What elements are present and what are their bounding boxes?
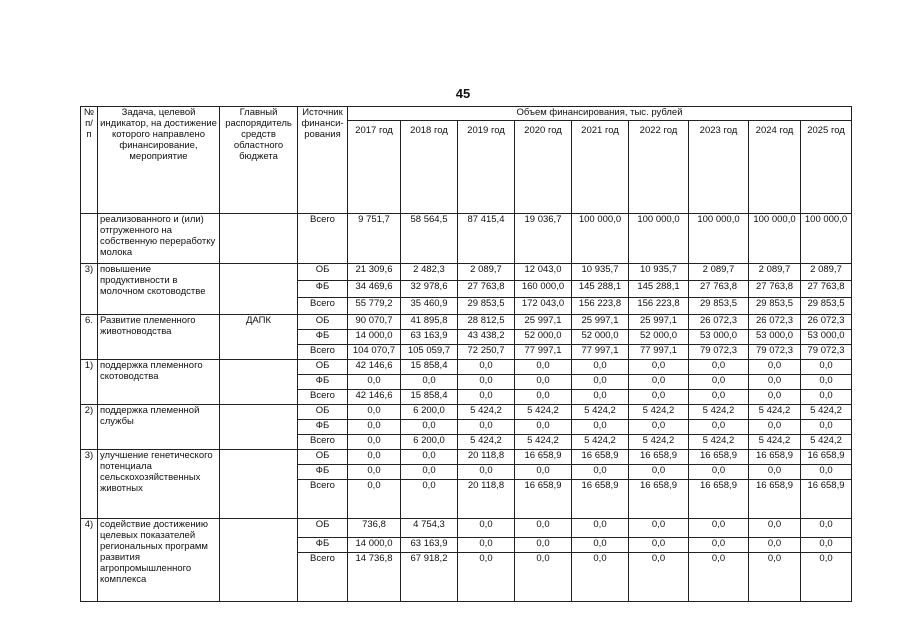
amount-cell: 0,0 xyxy=(689,375,749,390)
amount-cell: 53 000,0 xyxy=(801,330,852,345)
amount-cell: 16 658,9 xyxy=(572,450,629,465)
amount-cell: 0,0 xyxy=(515,375,572,390)
amount-cell: 0,0 xyxy=(749,390,801,405)
amount-cell: 6 200,0 xyxy=(401,435,458,450)
amount-cell: 104 070,7 xyxy=(348,345,401,360)
amount-cell: 100 000,0 xyxy=(689,214,749,264)
amount-cell: 90 070,7 xyxy=(348,315,401,330)
row-number: 6. xyxy=(81,315,98,360)
funding-source: Всего xyxy=(298,435,348,450)
year-header: 2020 год xyxy=(515,121,572,214)
amount-cell: 12 043,0 xyxy=(515,264,572,281)
amount-cell: 0,0 xyxy=(458,375,515,390)
amount-cell: 67 918,2 xyxy=(401,553,458,602)
budget-owner: ДАПК xyxy=(220,315,298,360)
amount-cell: 79 072,3 xyxy=(749,345,801,360)
amount-cell: 52 000,0 xyxy=(629,330,689,345)
table-row xyxy=(81,519,852,538)
amount-cell: 0,0 xyxy=(401,375,458,390)
amount-cell: 29 853,5 xyxy=(689,298,749,315)
amount-cell: 5 424,2 xyxy=(689,405,749,420)
amount-cell: 0,0 xyxy=(348,480,401,519)
amount-cell: 0,0 xyxy=(348,465,401,480)
funding-source: ОБ xyxy=(298,264,348,281)
funding-source: ОБ xyxy=(298,360,348,375)
amount-cell: 16 658,9 xyxy=(572,480,629,519)
amount-cell: 52 000,0 xyxy=(515,330,572,345)
amount-cell: 0,0 xyxy=(801,538,852,553)
amount-cell: 0,0 xyxy=(572,390,629,405)
year-header: 2025 год xyxy=(801,121,852,214)
col-header-number: № п/п xyxy=(81,107,98,214)
amount-cell: 79 072,3 xyxy=(689,345,749,360)
budget-owner xyxy=(220,519,298,602)
amount-cell: 58 564,5 xyxy=(401,214,458,264)
amount-cell: 0,0 xyxy=(749,375,801,390)
table-row xyxy=(81,360,852,375)
amount-cell: 43 438,2 xyxy=(458,330,515,345)
budget-owner xyxy=(220,360,298,405)
amount-cell: 19 036,7 xyxy=(515,214,572,264)
amount-cell: 0,0 xyxy=(515,390,572,405)
funding-source: ФБ xyxy=(298,420,348,435)
amount-cell: 0,0 xyxy=(689,553,749,602)
amount-cell: 0,0 xyxy=(458,420,515,435)
amount-cell: 100 000,0 xyxy=(749,214,801,264)
amount-cell: 0,0 xyxy=(801,375,852,390)
amount-cell: 736,8 xyxy=(348,519,401,538)
amount-cell: 0,0 xyxy=(515,420,572,435)
amount-cell: 53 000,0 xyxy=(689,330,749,345)
amount-cell: 0,0 xyxy=(801,420,852,435)
amount-cell: 0,0 xyxy=(749,553,801,602)
amount-cell: 0,0 xyxy=(348,435,401,450)
amount-cell: 0,0 xyxy=(572,553,629,602)
amount-cell: 5 424,2 xyxy=(801,405,852,420)
amount-cell: 10 935,7 xyxy=(572,264,629,281)
table-row xyxy=(81,264,852,281)
amount-cell: 5 424,2 xyxy=(749,405,801,420)
task-description: улучшение генетического потенциала сельскохозяйственных животных xyxy=(98,450,220,519)
year-header: 2019 год xyxy=(458,121,515,214)
row-number xyxy=(81,214,98,264)
table-row xyxy=(81,214,852,264)
funding-source: Всего xyxy=(298,390,348,405)
amount-cell: 16 658,9 xyxy=(629,450,689,465)
amount-cell: 0,0 xyxy=(572,375,629,390)
task-description: содействие достижению целевых показателей региональных программ развития агропромышленного комплекса xyxy=(98,519,220,602)
amount-cell: 5 424,2 xyxy=(458,405,515,420)
amount-cell: 0,0 xyxy=(572,538,629,553)
amount-cell: 27 763,8 xyxy=(801,281,852,298)
amount-cell: 0,0 xyxy=(801,519,852,538)
amount-cell: 0,0 xyxy=(689,465,749,480)
amount-cell: 14 000,0 xyxy=(348,330,401,345)
row-number: 1) xyxy=(81,360,98,405)
amount-cell: 0,0 xyxy=(348,420,401,435)
amount-cell: 9 751,7 xyxy=(348,214,401,264)
amount-cell: 0,0 xyxy=(401,420,458,435)
amount-cell: 16 658,9 xyxy=(515,480,572,519)
funding-source: ФБ xyxy=(298,330,348,345)
amount-cell: 0,0 xyxy=(348,375,401,390)
amount-cell: 26 072,3 xyxy=(749,315,801,330)
amount-cell: 0,0 xyxy=(629,360,689,375)
year-header: 2021 год xyxy=(572,121,629,214)
amount-cell: 72 250,7 xyxy=(458,345,515,360)
amount-cell: 0,0 xyxy=(689,420,749,435)
amount-cell: 0,0 xyxy=(689,360,749,375)
task-description: реализованного и (или) отгруженного на собственную переработку молока xyxy=(98,214,220,264)
amount-cell: 2 089,7 xyxy=(801,264,852,281)
funding-source: ФБ xyxy=(298,465,348,480)
amount-cell: 42 146,6 xyxy=(348,390,401,405)
funding-source: ОБ xyxy=(298,519,348,538)
amount-cell: 26 072,3 xyxy=(801,315,852,330)
amount-cell: 16 658,9 xyxy=(515,450,572,465)
row-number: 2) xyxy=(81,405,98,450)
amount-cell: 0,0 xyxy=(749,420,801,435)
amount-cell: 0,0 xyxy=(401,450,458,465)
funding-source: Всего xyxy=(298,214,348,264)
col-header-volume: Объем финансирования, тыс. рублей xyxy=(348,107,852,121)
amount-cell: 34 469,6 xyxy=(348,281,401,298)
amount-cell: 10 935,7 xyxy=(629,264,689,281)
amount-cell: 0,0 xyxy=(458,519,515,538)
year-header: 2017 год xyxy=(348,121,401,214)
amount-cell: 27 763,8 xyxy=(689,281,749,298)
col-header-owner: Главный распорядитель средств областного бюджета xyxy=(220,107,298,214)
budget-owner xyxy=(220,405,298,450)
amount-cell: 63 163,9 xyxy=(401,538,458,553)
amount-cell: 105 059,7 xyxy=(401,345,458,360)
amount-cell: 5 424,2 xyxy=(515,405,572,420)
funding-source: ФБ xyxy=(298,538,348,553)
amount-cell: 145 288,1 xyxy=(629,281,689,298)
amount-cell: 16 658,9 xyxy=(629,480,689,519)
amount-cell: 55 779,2 xyxy=(348,298,401,315)
amount-cell: 0,0 xyxy=(515,465,572,480)
amount-cell: 15 858,4 xyxy=(401,390,458,405)
amount-cell: 21 309,6 xyxy=(348,264,401,281)
amount-cell: 0,0 xyxy=(401,465,458,480)
amount-cell: 0,0 xyxy=(348,405,401,420)
amount-cell: 2 089,7 xyxy=(749,264,801,281)
amount-cell: 2 482,3 xyxy=(401,264,458,281)
amount-cell: 0,0 xyxy=(629,553,689,602)
table-row xyxy=(81,315,852,330)
amount-cell: 0,0 xyxy=(801,390,852,405)
amount-cell: 16 658,9 xyxy=(801,480,852,519)
amount-cell: 77 997,1 xyxy=(515,345,572,360)
amount-cell: 0,0 xyxy=(515,519,572,538)
amount-cell: 32 978,6 xyxy=(401,281,458,298)
amount-cell: 42 146,6 xyxy=(348,360,401,375)
funding-source: ОБ xyxy=(298,315,348,330)
row-number: 3) xyxy=(81,450,98,519)
funding-source: Всего xyxy=(298,298,348,315)
budget-owner xyxy=(220,264,298,315)
amount-cell: 29 853,5 xyxy=(458,298,515,315)
amount-cell: 145 288,1 xyxy=(572,281,629,298)
amount-cell: 156 223,8 xyxy=(629,298,689,315)
amount-cell: 0,0 xyxy=(572,465,629,480)
amount-cell: 0,0 xyxy=(458,553,515,602)
amount-cell: 53 000,0 xyxy=(749,330,801,345)
amount-cell: 0,0 xyxy=(749,360,801,375)
table-body xyxy=(81,214,852,602)
amount-cell: 0,0 xyxy=(689,538,749,553)
task-description: поддержка племенного скотоводства xyxy=(98,360,220,405)
amount-cell: 0,0 xyxy=(801,553,852,602)
funding-source: Всего xyxy=(298,345,348,360)
amount-cell: 52 000,0 xyxy=(572,330,629,345)
table-row xyxy=(81,450,852,465)
funding-source: Всего xyxy=(298,480,348,519)
amount-cell: 100 000,0 xyxy=(629,214,689,264)
amount-cell: 0,0 xyxy=(572,360,629,375)
amount-cell: 0,0 xyxy=(515,553,572,602)
amount-cell: 100 000,0 xyxy=(801,214,852,264)
amount-cell: 14 736,8 xyxy=(348,553,401,602)
funding-source: ФБ xyxy=(298,375,348,390)
financing-table xyxy=(80,106,852,602)
amount-cell: 27 763,8 xyxy=(458,281,515,298)
amount-cell: 160 000,0 xyxy=(515,281,572,298)
amount-cell: 5 424,2 xyxy=(515,435,572,450)
col-header-task: Задача, целевой индикатор, на достижение которого направлено финансирование, мероприятие xyxy=(98,107,220,214)
amount-cell: 5 424,2 xyxy=(629,405,689,420)
amount-cell: 5 424,2 xyxy=(689,435,749,450)
amount-cell: 16 658,9 xyxy=(689,450,749,465)
amount-cell: 16 658,9 xyxy=(749,480,801,519)
funding-source: ОБ xyxy=(298,405,348,420)
amount-cell: 0,0 xyxy=(458,390,515,405)
amount-cell: 0,0 xyxy=(572,519,629,538)
amount-cell: 0,0 xyxy=(749,519,801,538)
amount-cell: 0,0 xyxy=(348,450,401,465)
row-number: 4) xyxy=(81,519,98,602)
year-header: 2022 год xyxy=(629,121,689,214)
amount-cell: 0,0 xyxy=(458,538,515,553)
amount-cell: 79 072,3 xyxy=(801,345,852,360)
task-description: Развитие племенного животноводства xyxy=(98,315,220,360)
amount-cell: 0,0 xyxy=(689,390,749,405)
amount-cell: 16 658,9 xyxy=(749,450,801,465)
amount-cell: 0,0 xyxy=(629,465,689,480)
amount-cell: 0,0 xyxy=(629,519,689,538)
amount-cell: 25 997,1 xyxy=(515,315,572,330)
task-description: повышение продуктивности в молочном скотоводстве xyxy=(98,264,220,315)
amount-cell: 0,0 xyxy=(629,538,689,553)
amount-cell: 20 118,8 xyxy=(458,450,515,465)
col-header-source: Источник финанси-рования xyxy=(298,107,348,214)
amount-cell: 0,0 xyxy=(515,538,572,553)
amount-cell: 0,0 xyxy=(749,538,801,553)
amount-cell: 6 200,0 xyxy=(401,405,458,420)
amount-cell: 29 853,5 xyxy=(749,298,801,315)
table-row xyxy=(81,405,852,420)
amount-cell: 20 118,8 xyxy=(458,480,515,519)
year-header: 2018 год xyxy=(401,121,458,214)
amount-cell: 5 424,2 xyxy=(749,435,801,450)
page-number: 45 xyxy=(455,86,471,101)
budget-owner xyxy=(220,214,298,264)
year-header: 2023 год xyxy=(689,121,749,214)
amount-cell: 41 895,8 xyxy=(401,315,458,330)
year-header: 2024 год xyxy=(749,121,801,214)
amount-cell: 5 424,2 xyxy=(458,435,515,450)
amount-cell: 0,0 xyxy=(401,480,458,519)
amount-cell: 0,0 xyxy=(458,360,515,375)
row-number: 3) xyxy=(81,264,98,315)
amount-cell: 4 754,3 xyxy=(401,519,458,538)
funding-source: ОБ xyxy=(298,450,348,465)
amount-cell: 16 658,9 xyxy=(689,480,749,519)
amount-cell: 0,0 xyxy=(801,465,852,480)
amount-cell: 27 763,8 xyxy=(749,281,801,298)
task-description: поддержка племенной службы xyxy=(98,405,220,450)
amount-cell: 35 460,9 xyxy=(401,298,458,315)
amount-cell: 15 858,4 xyxy=(401,360,458,375)
amount-cell: 5 424,2 xyxy=(801,435,852,450)
amount-cell: 156 223,8 xyxy=(572,298,629,315)
funding-source: ФБ xyxy=(298,281,348,298)
amount-cell: 0,0 xyxy=(629,375,689,390)
amount-cell: 100 000,0 xyxy=(572,214,629,264)
amount-cell: 87 415,4 xyxy=(458,214,515,264)
amount-cell: 2 089,7 xyxy=(458,264,515,281)
amount-cell: 25 997,1 xyxy=(572,315,629,330)
amount-cell: 5 424,2 xyxy=(572,405,629,420)
amount-cell: 25 997,1 xyxy=(629,315,689,330)
amount-cell: 14 000,0 xyxy=(348,538,401,553)
amount-cell: 29 853,5 xyxy=(801,298,852,315)
amount-cell: 0,0 xyxy=(629,420,689,435)
amount-cell: 0,0 xyxy=(749,465,801,480)
funding-source: Всего xyxy=(298,553,348,602)
amount-cell: 5 424,2 xyxy=(572,435,629,450)
amount-cell: 172 043,0 xyxy=(515,298,572,315)
amount-cell: 0,0 xyxy=(801,360,852,375)
amount-cell: 28 812,5 xyxy=(458,315,515,330)
amount-cell: 2 089,7 xyxy=(689,264,749,281)
amount-cell: 26 072,3 xyxy=(689,315,749,330)
amount-cell: 5 424,2 xyxy=(629,435,689,450)
amount-cell: 77 997,1 xyxy=(572,345,629,360)
amount-cell: 16 658,9 xyxy=(801,450,852,465)
budget-owner xyxy=(220,450,298,519)
amount-cell: 63 163,9 xyxy=(401,330,458,345)
amount-cell: 0,0 xyxy=(515,360,572,375)
amount-cell: 77 997,1 xyxy=(629,345,689,360)
amount-cell: 0,0 xyxy=(572,420,629,435)
amount-cell: 0,0 xyxy=(689,519,749,538)
amount-cell: 0,0 xyxy=(458,465,515,480)
amount-cell: 0,0 xyxy=(629,390,689,405)
